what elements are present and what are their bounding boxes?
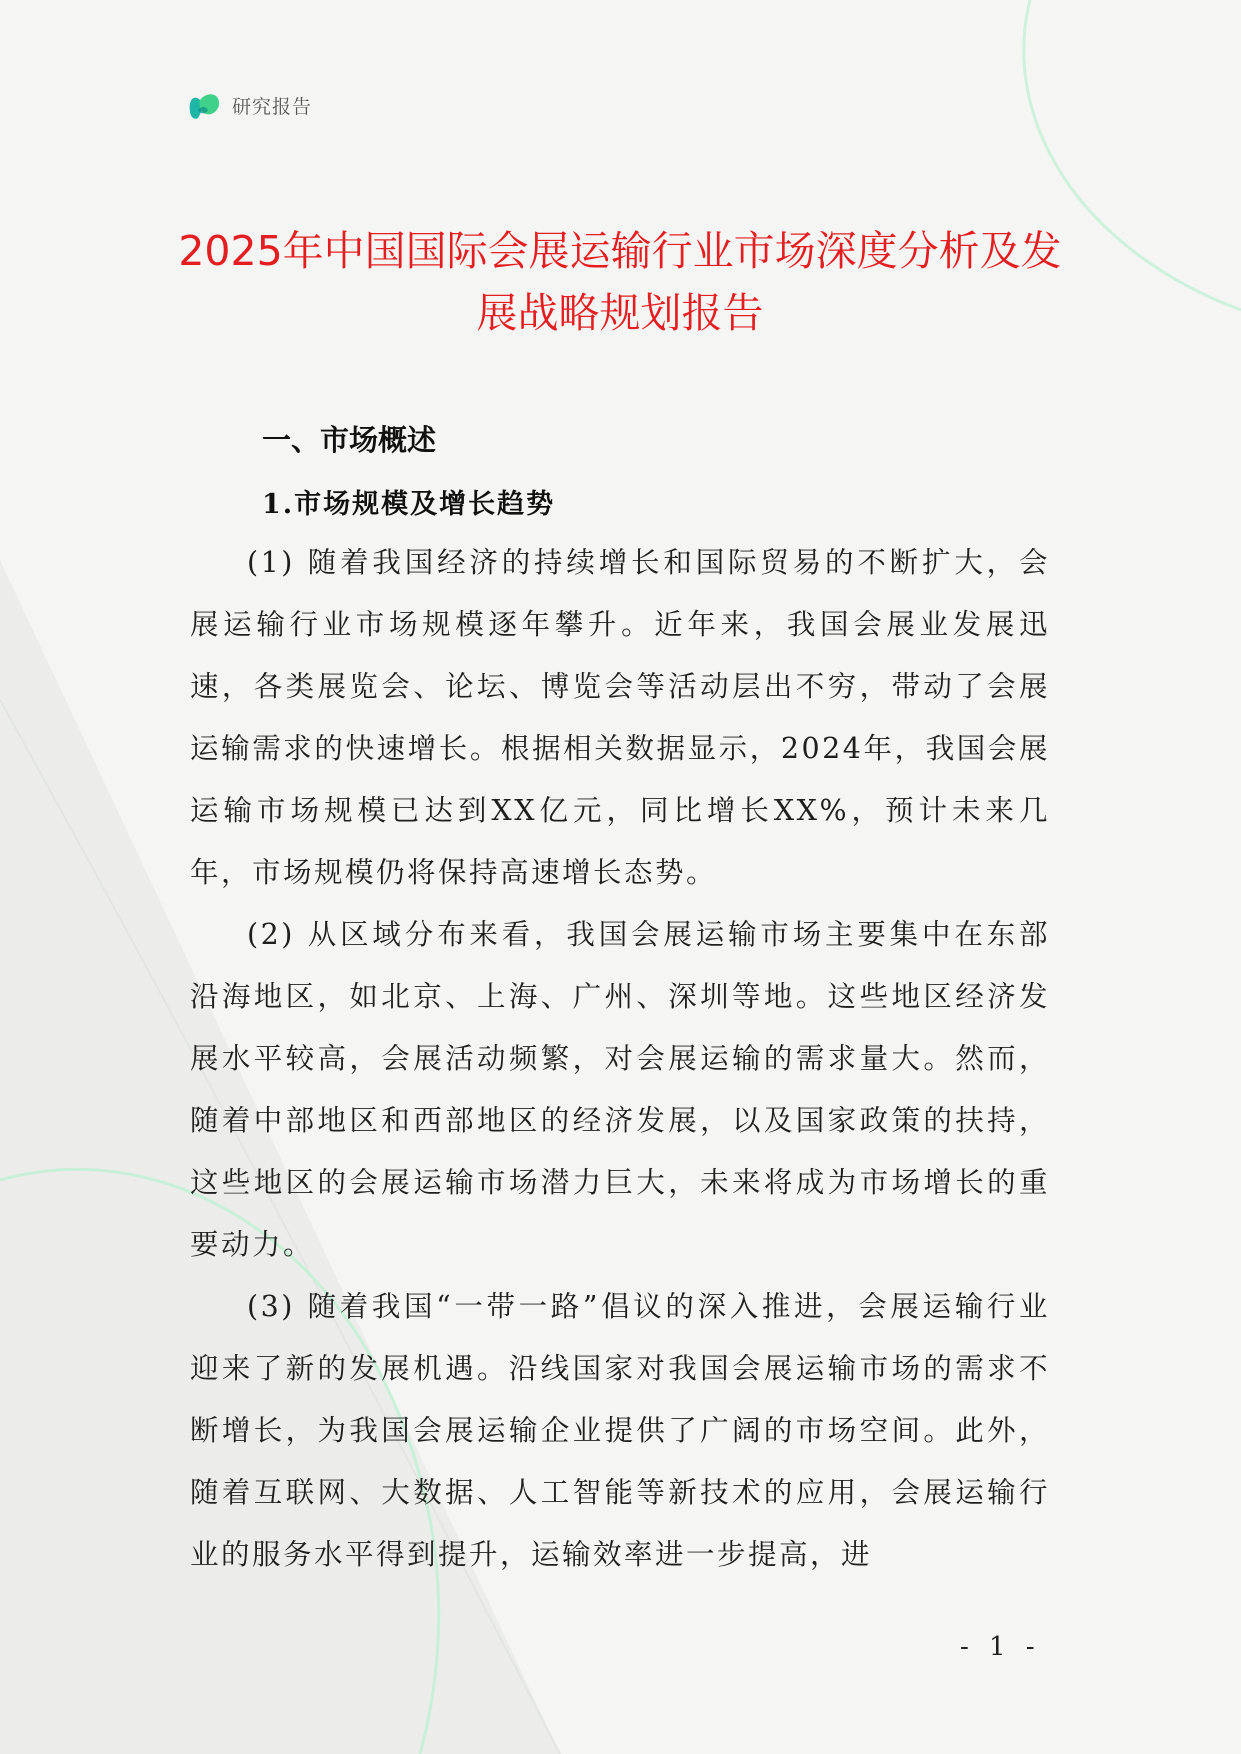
paragraph-1: (1) 随着我国经济的持续增长和国际贸易的不断扩大，会展运输行业市场规模逐年攀升。近年来，我国会展业发展迅速，各类展览会、论坛、博览会等活动层出不穷，带动了会展运输需求的快速增长。根据相关数据显示，2024年，我国会展运输市场规模已达到XX亿元，同比增长XX%，预计未来几年，市场规模仍将保持高速增长态势。	[190, 546, 1050, 889]
paragraph-3: (3) 随着我国“一带一路”倡议的深入推进，会展运输行业迎来了新的发展机遇。沿线国家对我国会展运输市场的需求不断增长，为我国会展运输企业提供了广阔的市场空间。此外，随着互联网、大数据、人工智能等新技术的应用，会展运输行业的服务水平得到提升，运输效率进一步提高，进	[190, 1290, 1050, 1571]
subheading: 1.市场规模及增长趋势	[262, 489, 556, 520]
body-text	[190, 532, 1050, 1586]
header-label: 研究报告	[232, 95, 313, 118]
section-heading: 一、市场概述	[262, 423, 437, 457]
header	[186, 88, 312, 122]
logo-icon	[186, 88, 222, 122]
paragraph-2: (2) 从区域分布来看，我国会展运输市场主要集中在东部沿海地区，如北京、上海、广州、深圳等地。这些地区经济发展水平较高，会展活动频繁，对会展运输的需求量大。然而，随着中部地区和西部地区的经济发展，以及国家政策的扶持，这些地区的会展运输市场潜力巨大，未来将成为市场增长的重要动力。	[190, 918, 1050, 1261]
page-number: - 1 -	[960, 1632, 1041, 1662]
report-title: 2025年中国国际会展运输行业市场深度分析及发展战略规划报告	[178, 227, 1062, 337]
